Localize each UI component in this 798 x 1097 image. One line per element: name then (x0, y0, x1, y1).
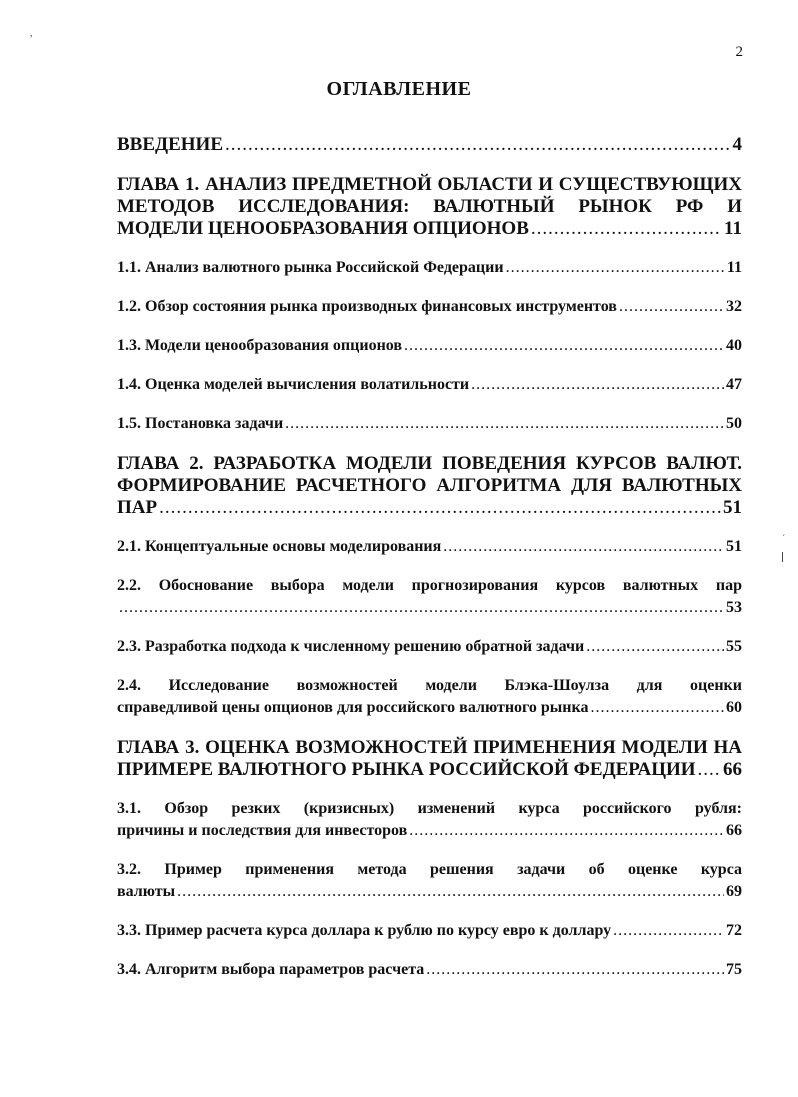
toc-entry-label: 2.3. Разработка подхода к численному решению обратной задачи (117, 638, 585, 655)
toc-page-number: 4 (732, 134, 742, 155)
toc-leader-row (117, 296, 742, 318)
toc-entry-text-line: 3.2. Пример применения метода решения задачи об оценке курса (117, 861, 742, 878)
toc-entry-text-line: ГЛАВА 3. ОЦЕНКА ВОЗМОЖНОСТЕЙ ПРИМЕНЕНИЯ МОДЕЛИ НА (117, 737, 742, 758)
entry-spacer (117, 942, 742, 959)
toc-page-number: 53 (726, 599, 742, 616)
entry-spacer (117, 435, 742, 453)
toc-entry-label: причины и последствия для инвесторов (117, 822, 408, 839)
entry-spacer (117, 658, 742, 675)
dot-leader (506, 257, 725, 279)
margin-scan-mark (782, 552, 783, 562)
toc-entry-text-line: 2.4. Исследование возможностей модели Блэка-Шоулза для оценки (117, 677, 742, 694)
toc-leader-row (117, 218, 742, 240)
dot-leader (590, 697, 724, 719)
entry-spacer (117, 619, 742, 636)
toc-entry-label: 3.4. Алгоритм выбора параметров расчета (117, 961, 425, 978)
entry-spacer (117, 558, 742, 575)
dot-leader (177, 881, 724, 903)
table-of-contents (117, 134, 742, 981)
toc-entry-section[interactable] (117, 374, 742, 396)
dot-leader (613, 920, 724, 942)
toc-page-number: 75 (726, 961, 742, 978)
margin-scan-mark: ´ (782, 534, 786, 545)
toc-entry-section[interactable] (117, 413, 742, 435)
toc-page-number: 66 (723, 759, 742, 780)
toc-entry-section[interactable] (117, 335, 742, 357)
toc-leader-row (117, 257, 742, 279)
toc-entry-section[interactable] (117, 257, 742, 279)
margin-scan-mark: , (30, 28, 33, 39)
toc-leader-row (117, 536, 742, 558)
dot-leader (285, 413, 724, 435)
toc-entry-section[interactable] (117, 859, 742, 903)
entry-spacer (117, 903, 742, 920)
dot-leader (619, 296, 724, 318)
toc-page-number: 11 (726, 259, 742, 276)
toc-entry-label: 1.2. Обзор состояния рынка производных финансовых инструментов (117, 298, 617, 315)
toc-entry-label: ПАР (117, 497, 158, 518)
toc-entry-label: 2.1. Концептуальные основы моделирования (117, 538, 442, 555)
dot-leader (404, 335, 724, 357)
toc-leader-row (117, 497, 742, 519)
entry-spacer (117, 842, 742, 859)
toc-leader-row (117, 920, 742, 942)
dot-leader (426, 959, 724, 981)
toc-entry-chapter[interactable] (117, 737, 742, 781)
toc-leader-row (117, 697, 742, 719)
toc-entry-section[interactable] (117, 636, 742, 658)
toc-entry-label: 1.3. Модели ценообразования опционов (117, 337, 403, 354)
toc-leader-row (117, 820, 742, 842)
toc-entry-text-line: 2.2. Обоснование выбора модели прогнозирования курсов валютных пар (117, 577, 742, 594)
toc-page-number: 51 (726, 538, 742, 555)
toc-page-number: 47 (726, 376, 742, 393)
toc-leader-row (117, 335, 742, 357)
dot-leader (119, 597, 724, 619)
entry-spacer (117, 357, 742, 374)
dot-leader (443, 536, 724, 558)
toc-entry-label: валюты (117, 883, 176, 900)
toc-page-number: 60 (726, 699, 742, 716)
toc-leader-row (117, 636, 742, 658)
toc-leader-row (117, 759, 742, 781)
entry-spacer (117, 396, 742, 413)
dot-leader (531, 218, 722, 240)
toc-entry-label: 3.3. Пример расчета курса доллара к рублю по курсу евро к доллару (117, 922, 612, 939)
toc-page-number: 32 (726, 298, 742, 315)
toc-entry-label: ВВЕДЕНИЕ (117, 134, 223, 155)
toc-leader-row (117, 413, 742, 435)
page-number: 2 (735, 44, 743, 60)
toc-entry-section[interactable] (117, 959, 742, 981)
toc-leader-row (117, 881, 742, 903)
toc-leader-row (117, 959, 742, 981)
toc-entry-chapter[interactable] (117, 134, 742, 156)
dot-leader (471, 374, 724, 396)
toc-entry-chapter[interactable] (117, 453, 742, 519)
toc-page-number: 51 (723, 497, 742, 518)
toc-entry-text-line: МЕТОДОВ ИССЛЕДОВАНИЯ: ВАЛЮТНЫЙ РЫНОК РФ И (117, 196, 742, 217)
entry-spacer (117, 156, 742, 174)
toc-entry-label: МОДЕЛИ ЦЕНООБРАЗОВАНИЯ ОПЦИОНОВ (117, 218, 529, 239)
toc-entry-text-line: ГЛАВА 2. РАЗРАБОТКА МОДЕЛИ ПОВЕДЕНИЯ КУРСОВ ВАЛЮТ. (117, 453, 742, 474)
dot-leader (698, 759, 721, 781)
toc-entry-label: справедливой цены опционов для российского валютного рынка (117, 699, 589, 716)
toc-entry-text-line: 3.1. Обзор резких (кризисных) изменений курса российского рубля: (117, 800, 742, 817)
toc-entry-section[interactable] (117, 536, 742, 558)
toc-entry-text-line: ФОРМИРОВАНИЕ РАСЧЕТНОГО АЛГОРИТМА ДЛЯ ВАЛЮТНЫХ (117, 475, 742, 496)
toc-page-number: 66 (726, 822, 742, 839)
entry-spacer (117, 719, 742, 737)
entry-spacer (117, 279, 742, 296)
toc-entry-chapter[interactable] (117, 174, 742, 240)
toc-entry-section[interactable] (117, 575, 742, 619)
toc-entry-label: ПРИМЕРЕ ВАЛЮТНОГО РЫНКА РОССИЙСКОЙ ФЕДЕРАЦИИ (117, 759, 696, 780)
toc-leader-row (117, 597, 742, 619)
entry-spacer (117, 318, 742, 335)
toc-leader-row (117, 134, 742, 156)
toc-page-number: 72 (726, 922, 742, 939)
dot-leader (409, 820, 724, 842)
toc-entry-section[interactable] (117, 675, 742, 719)
dot-leader (586, 636, 724, 658)
dot-leader (225, 134, 731, 156)
toc-entry-label: 1.5. Постановка задачи (117, 415, 284, 432)
toc-page-number: 50 (726, 415, 742, 432)
toc-entry-text-line: ГЛАВА 1. АНАЛИЗ ПРЕДМЕТНОЙ ОБЛАСТИ И СУЩЕСТВУЮЩИХ (117, 174, 742, 195)
toc-page-number: 55 (726, 638, 742, 655)
toc-entry-section[interactable] (117, 296, 742, 318)
toc-leader-row (117, 374, 742, 396)
toc-entry-label: 1.4. Оценка моделей вычисления волатильности (117, 376, 470, 393)
toc-page-number: 11 (724, 218, 742, 239)
toc-entry-label: 1.1. Анализ валютного рынка Российской Федерации (117, 259, 504, 276)
toc-entry-section[interactable] (117, 798, 742, 842)
toc-page-number: 40 (726, 337, 742, 354)
entry-spacer (117, 240, 742, 257)
toc-entry-section[interactable] (117, 920, 742, 942)
dot-leader (159, 497, 721, 519)
page-title: ОГЛАВЛЕНИЕ (326, 78, 472, 100)
entry-spacer (117, 781, 742, 798)
entry-spacer (117, 519, 742, 536)
toc-page-number: 69 (726, 883, 742, 900)
